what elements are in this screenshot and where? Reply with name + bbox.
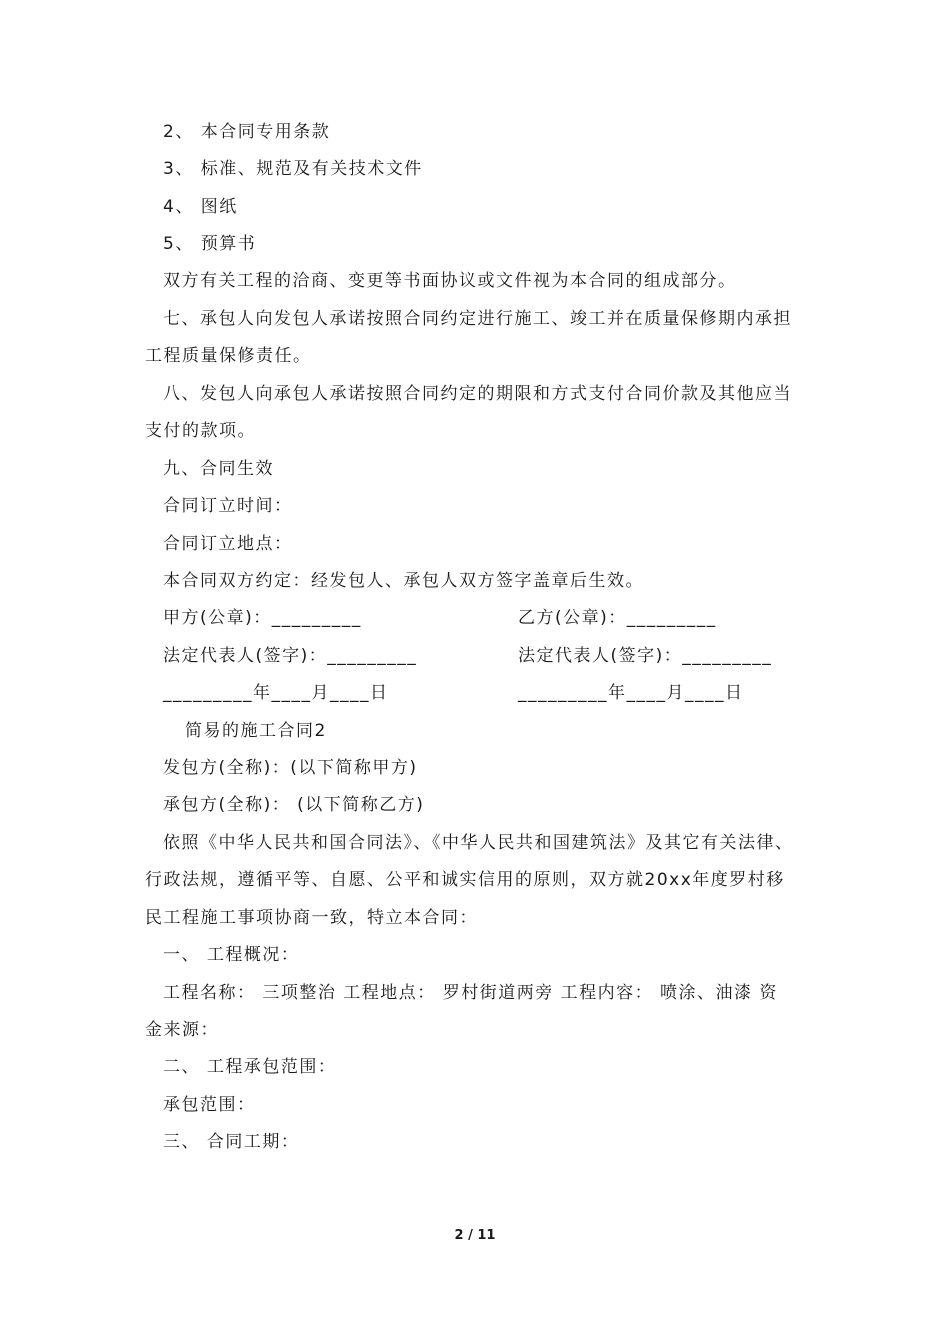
paragraph-text: 合同订立时间： (163, 496, 293, 516)
paragraph-text: 发包方(全称)：(以下简称甲方) (163, 758, 418, 778)
list-item-4: 4、 图纸 (163, 197, 238, 217)
list-item-5: 5、 预算书 (163, 234, 257, 254)
paragraph-text: 支付的款项。 (145, 421, 256, 441)
list-item-2: 2、 本合同专用条款 (163, 122, 331, 142)
paragraph-text: 工程质量保修责任。 (145, 346, 312, 366)
document-title: 简易的施工合同2 (185, 721, 327, 741)
party-b-date: _________年____月____日 (518, 683, 744, 703)
section-heading: 九、合同生效 (163, 459, 274, 479)
party-b-representative: 法定代表人(签字)：_________ (518, 646, 773, 666)
list-item-3: 3、 标准、规范及有关技术文件 (163, 159, 423, 179)
party-a-date: _________年____月____日 (163, 683, 389, 703)
paragraph-text: 民工程施工事项协商一致，特立本合同： (145, 908, 478, 928)
party-a-seal: 甲方(公章)：_________ (163, 608, 362, 628)
section-heading: 二、 工程承包范围： (163, 1057, 337, 1077)
paragraph-text: 七、承包人向发包人承诺按照合同约定进行施工、竣工并在质量保修期内承担 (163, 309, 792, 329)
paragraph-text: 本合同双方约定：经发包人、承包人双方签字盖章后生效。 (163, 571, 644, 591)
paragraph-text: 合同订立地点： (163, 534, 293, 554)
party-b-seal: 乙方(公章)：_________ (518, 608, 717, 628)
paragraph-text: 依照《中华人民共和国合同法》、《中华人民共和国建筑法》及其它有关法律、 (163, 833, 794, 853)
page-number: 2 / 11 (454, 1228, 496, 1243)
section-heading: 三、 合同工期： (163, 1132, 300, 1152)
party-a-representative: 法定代表人(签字)：_________ (163, 646, 418, 666)
paragraph-text: 金来源： (145, 1020, 219, 1040)
paragraph-text: 工程名称： 三项整治 工程地点： 罗村街道两旁 工程内容： 喷涂、油漆 资 (163, 983, 778, 1003)
paragraph-text: 双方有关工程的洽商、变更等书面协议或文件视为本合同的组成部分。 (163, 271, 737, 291)
section-heading: 一、 工程概况： (163, 945, 300, 965)
paragraph-text: 行政法规，遵循平等、自愿、公平和诚实信用的原则，双方就20xx年度罗村移 (145, 870, 785, 890)
paragraph-text: 承包方(全称)： (以下简称乙方) (163, 795, 425, 815)
paragraph-text: 八、发包人向承包人承诺按照合同约定的期限和方式支付合同价款及其他应当 (163, 384, 792, 404)
paragraph-text: 承包范围： (163, 1095, 256, 1115)
